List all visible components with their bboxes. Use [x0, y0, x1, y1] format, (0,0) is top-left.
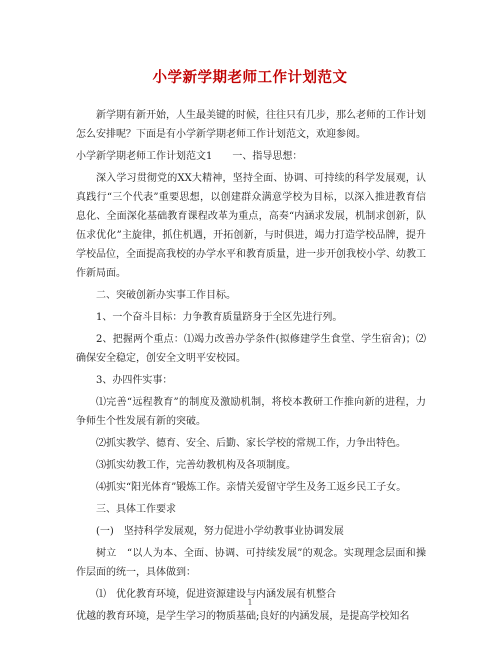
paragraph: 2、把握两个重点：⑴竭力改善办学条件(拟修建学生食堂、学生宿舍)；⑵确保安全稳定，创安全文明平安校园。 — [76, 334, 426, 364]
paragraph: ⑴ 优化教育环境，促进资源建设与内涵发展有机整合 — [96, 589, 336, 600]
paragraph: ⑷抓实“阳光体育”锻炼工作。亲情关爱留守学生及务工返乡民工子女。 — [96, 482, 407, 493]
document-body — [76, 106, 426, 629]
paragraph: 3、办四件实事： — [96, 375, 173, 386]
paragraph: 深入学习贯彻党的XX大精神，坚持全面、协调、可持续的科学发展观，认真践行“三个代表”重要思想，以创建群众满意学校为目标，以深入推进教育信息化、全面深化基础教育课程改革为重点，高奏“内涵求发展，机制求创新，队伍求优化”主旋律，抓住机遇，开拓创新，与时俱进，竭力打造学校品牌，提升学校品位，全面提高我校的办学水平和教育质量，进一步开创我校小学、幼教工作新局面。 — [76, 173, 426, 279]
paragraph: 二、突破创新办实事工作目标。 — [96, 290, 236, 301]
paragraph: 优越的教育环境，是学生学习的物质基础;良好的内涵发展，是提高学校知名 — [76, 611, 410, 622]
paragraph: ⑴完善“远程教育”的制度及激励机制，将校本教研工作推向新的进程，力争师生个性发展有新的突破。 — [76, 397, 426, 427]
document-title: 小学新学期老师工作计划范文 — [152, 70, 348, 86]
page-number: 1 — [247, 598, 253, 607]
paragraph: 小学新学期老师工作计划范文1 一、指导思想： — [76, 151, 303, 162]
paragraph: 新学期有新开始，人生最美键的时候，往往只有几步，那么老师的工作计划怎么安排呢？下面是有小学新学期老师工作计划范文，欢迎参阅。 — [76, 110, 426, 140]
paragraph: 三、具体工作要求 — [96, 504, 176, 515]
paragraph: ⑶抓实幼教工作，完善幼教机构及各项制度。 — [96, 460, 296, 471]
paragraph: (一) 坚持科学发展观，努力促进小学幼教事业协调发展 — [96, 526, 344, 537]
paragraph: ⑵抓实教学、德育、安全、后勤、家长学校的常规工作，力争出特色。 — [96, 438, 406, 449]
paragraph: 树立 “以人为本、全面、协调、可持续发展”的观念。实现理念层面和操作层面的统一，具体做到： — [76, 548, 426, 578]
paragraph: 1、一个奋斗目标：力争教育质量跻身于全区先进行列。 — [96, 312, 343, 323]
